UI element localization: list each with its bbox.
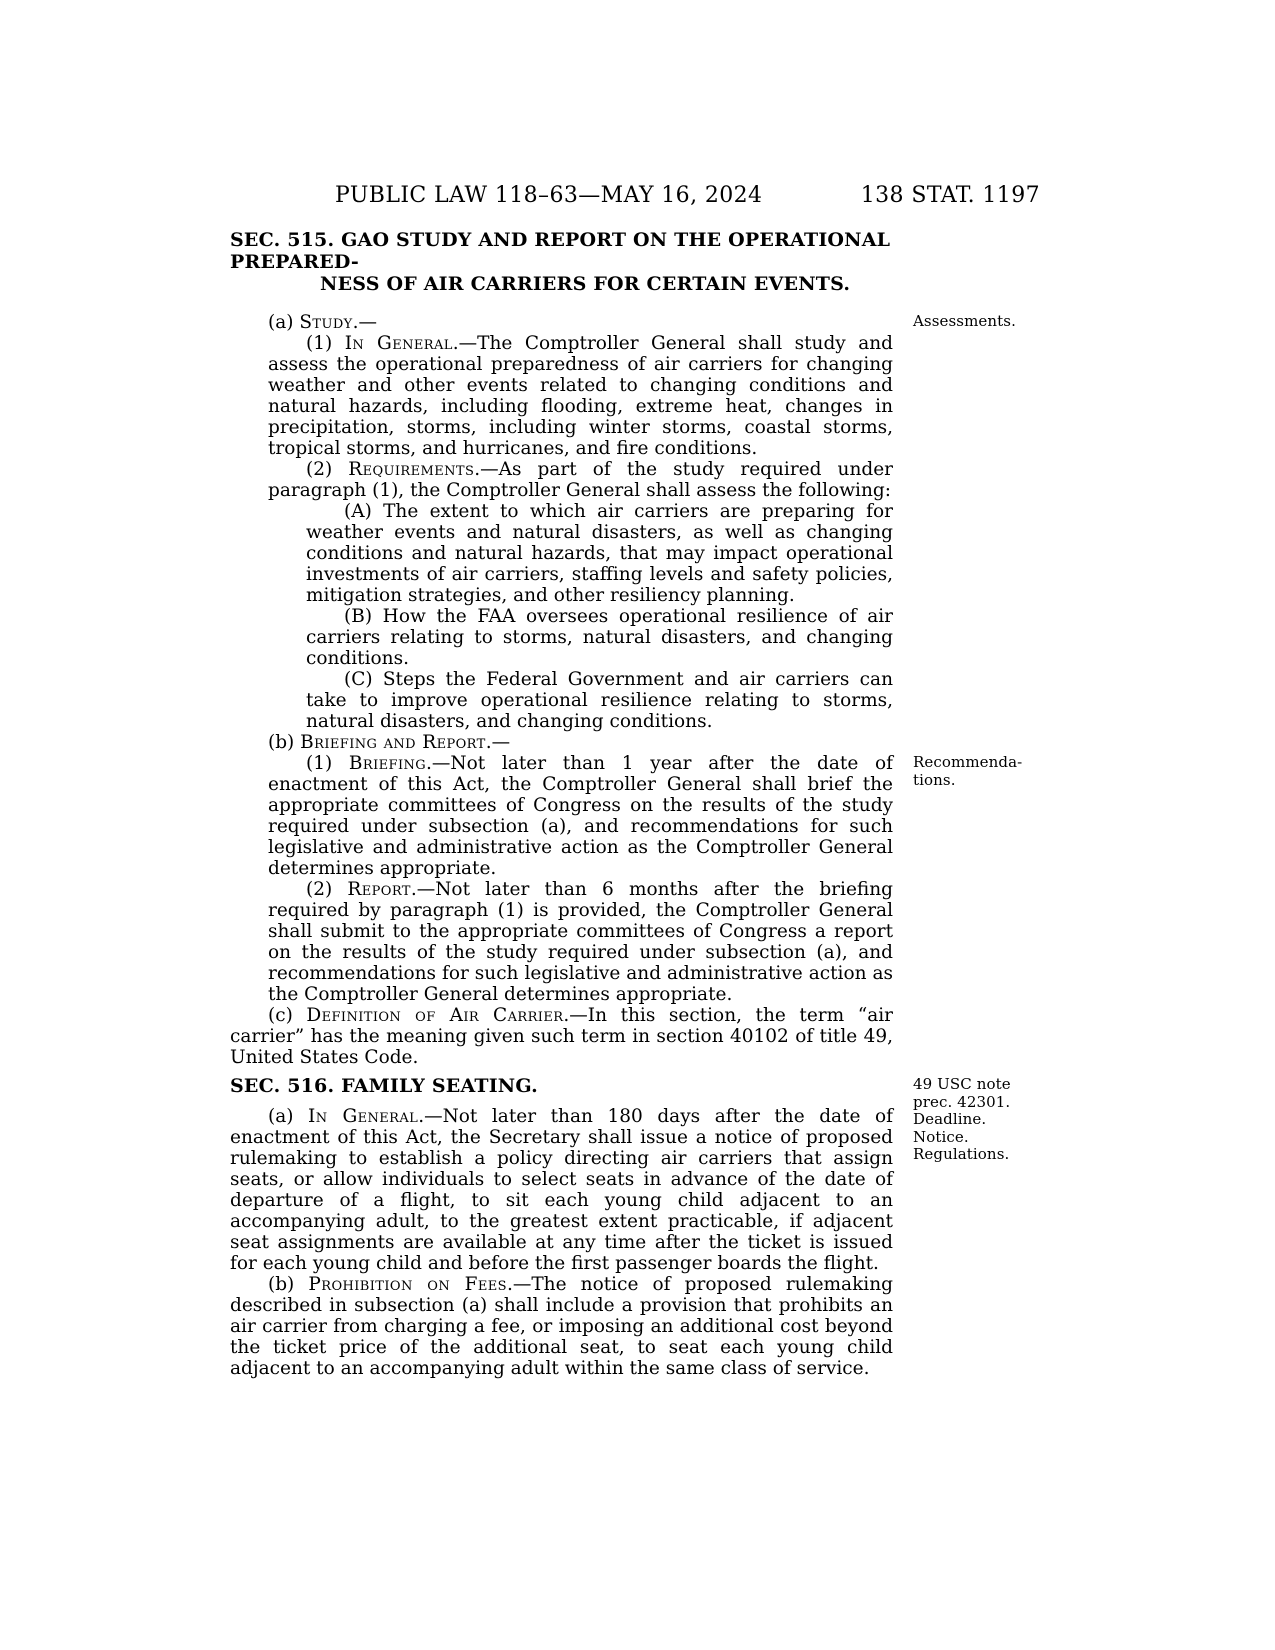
paragraph [230, 732, 893, 753]
text-segment: Requirements [348, 459, 475, 480]
text-segment: .—The Comptroller General shall study and assess the operational preparedness of air carriers for changing weather and other events related to changing conditions and natural hazards, including flooding, extreme heat, changes in precipitation, storms, including winter storms, coastal storms, tropical storms, and hurricanes, and fire conditions. [268, 333, 893, 459]
text-segment: (2) [306, 879, 348, 900]
text-segment: (C) Steps the Federal Government and air carriers can take to improve operational resilience relating to storms, natural disasters, and changing conditions. [306, 669, 893, 732]
text-segment: (1) [306, 753, 349, 774]
margin-note-line: Assessments. [913, 312, 1016, 330]
text-segment: (a) [268, 312, 300, 333]
section-516 [230, 1075, 1011, 1379]
paragraph [230, 669, 893, 732]
text-segment: .—In this section, the term “air carrier” has the meaning given such term in section 40102 of title 49, United States Code. [230, 1005, 894, 1068]
paragraph [230, 501, 893, 606]
margin-note-line: tions. [913, 770, 956, 789]
text-segment: In General [308, 1106, 419, 1127]
margin-note-line: Deadline. [913, 1110, 987, 1128]
text-segment: .—As part of the study required under paragraph (1), the Comptroller General shall assess the following: [268, 459, 893, 501]
paragraph [230, 1005, 893, 1068]
law-title: PUBLIC LAW 118–63—MAY 16, 2024 [335, 183, 763, 208]
text-segment: Prohibition on Fees [308, 1274, 507, 1295]
text-segment: (b) [268, 1274, 309, 1295]
text-segment: .—Not later than 1 year after the date of enactment of this Act, the Comptroller General shall brief the appropriate committees of Congress on the results of the study required under subsection (a), and recommendations for such legislative and administrative action as the Comptroller General determines appropriate. [268, 753, 893, 879]
margin-note-line: Regulations. [913, 1145, 1010, 1163]
margin-note [913, 1076, 1063, 1164]
paragraph [230, 753, 1023, 879]
text-segment: Definition of Air Carrier [306, 1005, 564, 1026]
text-segment: (b) [268, 732, 301, 753]
text-segment: (1) [306, 333, 345, 354]
margin-note-line: Notice. [913, 1127, 969, 1146]
text-segment: (a) [268, 1106, 309, 1127]
paragraph [230, 459, 893, 501]
margin-note [913, 754, 1063, 789]
text-segment: In General [344, 333, 453, 354]
paragraph [230, 879, 893, 1005]
text-segment: .— [352, 312, 378, 333]
margin-note-line: Recommenda- [913, 753, 1023, 771]
paragraph [230, 312, 1016, 333]
text-segment: (B) How the FAA oversees operational resilience of air carriers relating to storms, natural disasters, and changing conditions. [306, 606, 893, 669]
section-515 [230, 229, 1023, 1068]
margin-note-line: prec. 42301. [913, 1092, 1011, 1111]
stat-page-number: 138 STAT. 1197 [860, 183, 1040, 208]
text-segment: Study [299, 312, 353, 333]
text-segment: (A) The extent to which air carriers are preparing for weather events and natural disasters, as well as changing conditions and natural hazards, that may impact operational investments of air carriers, staffing levels and safety policies, mitigation strategies, and other resiliency planning. [306, 501, 893, 606]
paragraph [230, 333, 893, 459]
text-segment: Briefing [348, 753, 427, 774]
paragraph [230, 1274, 893, 1379]
text-segment: .—Not later than 180 days after the date of enactment of this Act, the Secretary shall issue a notice of proposed rulemaking to establish a policy directing air carriers that assign seats, or allow individuals to select seats in advance of the date of departure of a flight, to sit each young child adjacent to an accompanying adult, to the greatest extent practicable, if adjacent seat assignments are available at any time after the ticket is issued for each young child and before the first passenger boards the flight. [230, 1106, 893, 1274]
margin-note-line: 49 USC note [913, 1075, 1011, 1093]
content-column [230, 229, 1023, 1379]
text-segment: .— [485, 732, 511, 753]
section-heading [230, 229, 893, 295]
text-segment: (c) [268, 1005, 307, 1026]
text-segment: Briefing and Report [300, 732, 486, 753]
heading-line: SEC. 515. GAO STUDY AND REPORT ON THE OPERATIONAL PREPARED- [230, 229, 891, 273]
text-segment: .—Not later than 6 months after the briefing required by paragraph (1) is provided, the Comptroller General shall submit to the appropriate committees of Congress a report on the results of the study required under subsection (a), and recommendations for such legislative and administrative action as the Comptroller General determines appropriate. [268, 879, 893, 1005]
text-segment: .—The notice of proposed rulemaking described in subsection (a) shall include a provision that prohibits an air carrier from charging a fee, or imposing an additional cost beyond the ticket price of the additional seat, to seat each young child adjacent to an accompanying adult within the same class of service. [230, 1274, 893, 1379]
text-segment: (2) [306, 459, 349, 480]
margin-note [913, 313, 1063, 331]
paragraph [230, 606, 893, 669]
heading-line: SEC. 516. FAMILY SEATING. [230, 1075, 538, 1097]
paragraph [230, 1106, 893, 1274]
text-segment: Report [347, 879, 411, 900]
heading-line: NESS OF AIR CARRIERS FOR CERTAIN EVENTS. [320, 273, 851, 295]
page-header [230, 183, 1040, 211]
